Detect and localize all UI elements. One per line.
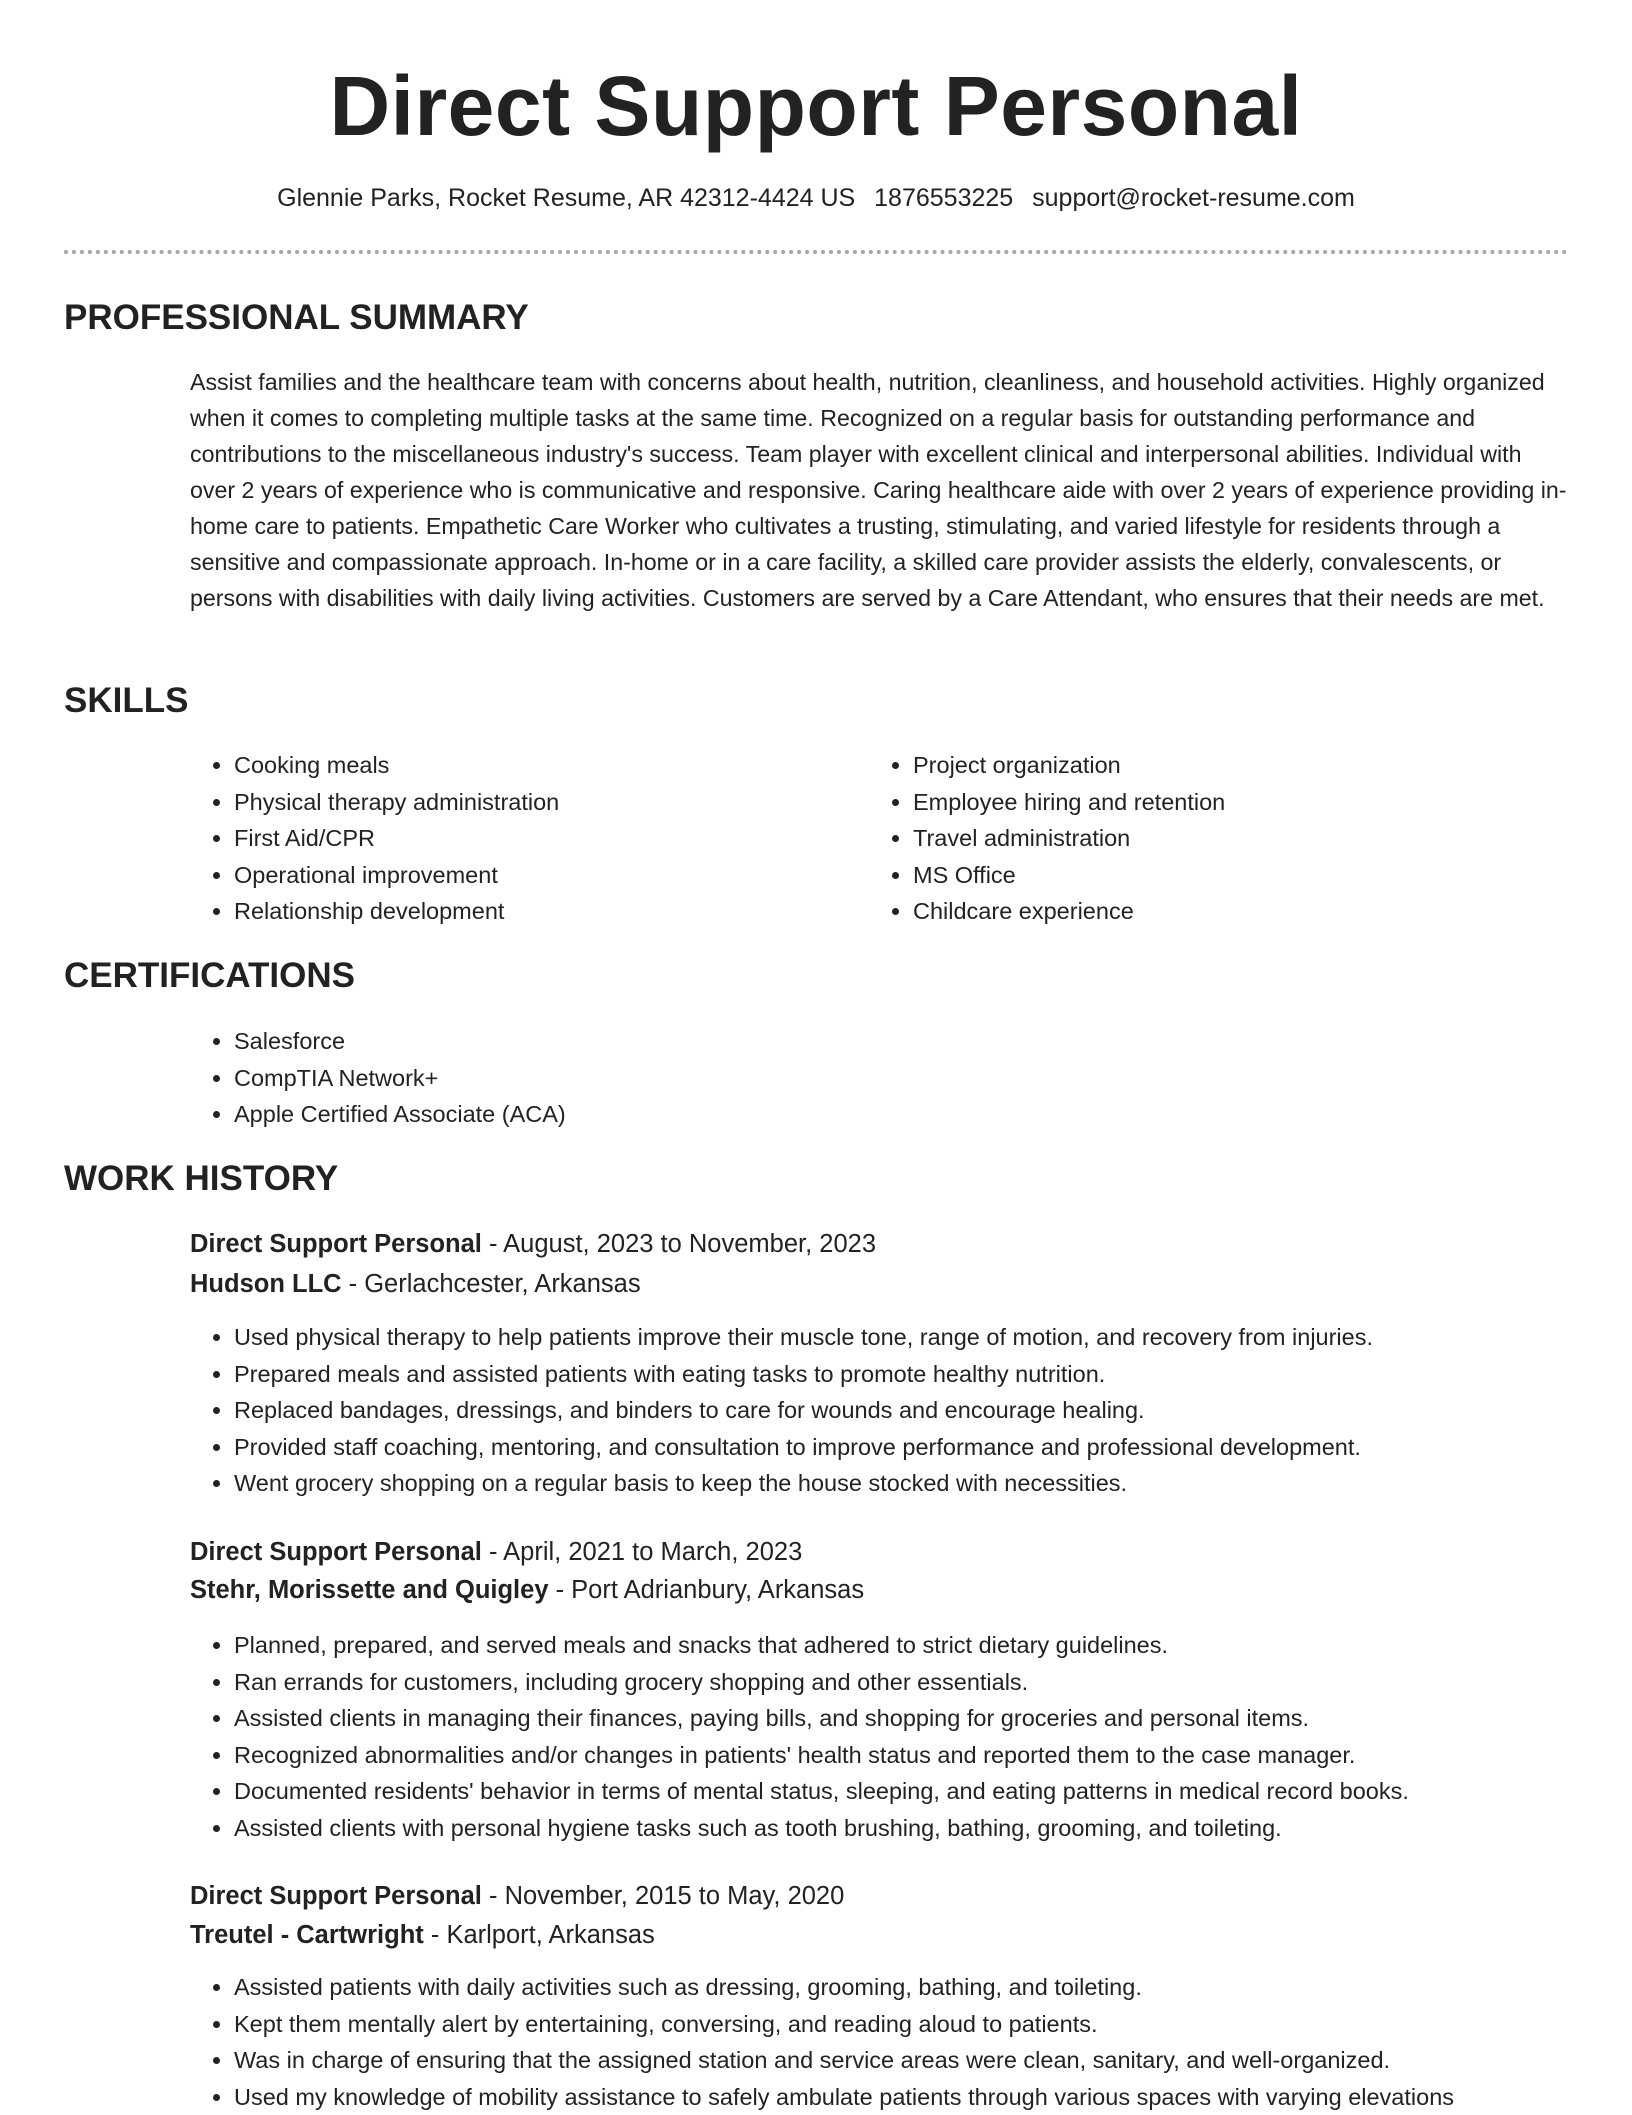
- job-bullet: • Assisted clients in managing their finances, paying bills, and shopping for groceries and personal items.: [234, 1700, 1632, 1737]
- summary-heading: PROFESSIONAL SUMMARY: [64, 296, 529, 340]
- job-bullet: • Documented residents' behavior in terms of mental status, sleeping, and eating patterns in medical record books.: [234, 1773, 1632, 1810]
- skill-item: • Employee hiring and retention: [913, 784, 1553, 821]
- skill-item: • Project organization: [913, 747, 1553, 784]
- contact-address: Glennie Parks, Rocket Resume, AR 42312-4424 US: [277, 184, 855, 212]
- job-title-line: [190, 1226, 876, 1262]
- certification-item: • Apple Certified Associate (ACA): [234, 1096, 1534, 1133]
- job-bullet: • Ran errands for customers, including grocery shopping and other essentials.: [234, 1664, 1632, 1701]
- job-location: - Port Adrianbury, Arkansas: [549, 1576, 865, 1604]
- certification-item: • CompTIA Network+: [234, 1060, 1534, 1097]
- job-bullet: • Was in charge of ensuring that the assigned station and service areas were clean, sanitary, and well-organized.: [234, 2042, 1632, 2079]
- skill-item: • Physical therapy administration: [234, 784, 834, 821]
- contact-phone: 1876553225: [874, 184, 1013, 212]
- job-bullets: [190, 1319, 1632, 1502]
- job-bullet: • Used my knowledge of mobility assistance to safely ambulate patients through various spaces with varying elevations: [234, 2079, 1632, 2115]
- job-title: Direct Support Personal: [190, 1538, 482, 1566]
- contact-line: [0, 181, 1632, 215]
- job-company-line: [190, 1572, 864, 1608]
- skill-item: • Operational improvement: [234, 857, 834, 894]
- skills-list-right: [869, 747, 1553, 930]
- job-company: Stehr, Morissette and Quigley: [190, 1576, 549, 1604]
- job-company-line: [190, 1266, 641, 1302]
- job-company-line: [190, 1917, 655, 1953]
- skill-item: • Relationship development: [234, 893, 834, 930]
- certification-item: • Salesforce: [234, 1023, 1534, 1060]
- contact-email: support@rocket-resume.com: [1032, 184, 1355, 212]
- job-company: Hudson LLC: [190, 1270, 342, 1298]
- job-bullet: • Planned, prepared, and served meals and snacks that adhered to strict dietary guidelines.: [234, 1627, 1632, 1664]
- job-title: Direct Support Personal: [190, 1882, 482, 1910]
- job-bullets: [190, 1969, 1632, 2115]
- job-bullet: • Kept them mentally alert by entertaining, conversing, and reading aloud to patients.: [234, 2006, 1632, 2043]
- job-title-line: [190, 1878, 844, 1914]
- resume-name-heading: Direct Support Personal: [0, 56, 1632, 156]
- job-bullet: • Went grocery shopping on a regular basis to keep the house stocked with necessities.: [234, 1465, 1632, 1502]
- job-bullet: • Prepared meals and assisted patients with eating tasks to promote healthy nutrition.: [234, 1356, 1632, 1393]
- header-divider: [64, 250, 1568, 254]
- job-bullets: [190, 1627, 1632, 1846]
- skills-list-left: [190, 747, 834, 930]
- skill-item: • MS Office: [913, 857, 1553, 894]
- job-dates: - August, 2023 to November, 2023: [482, 1230, 876, 1258]
- job-bullet: • Recognized abnormalities and/or changes in patients' health status and reported them to the case manager.: [234, 1737, 1632, 1774]
- job-title: Direct Support Personal: [190, 1230, 482, 1258]
- skill-item: • Cooking meals: [234, 747, 834, 784]
- summary-text: Assist families and the healthcare team with concerns about health, nutrition, cleanliness, and household activities. Highly organized when it comes to completing multiple tasks at the same time. Recognized on a regular basis for outstanding performance and contributions to the miscellaneous industry's success. Team player with excellent clinical and interpersonal abilities. Individual with over 2 years of experience who is communicative and responsive. Caring healthcare aide with over 2 years of experience providing in-home care to patients. Empathetic Care Worker who cultivates a trusting, stimulating, and varied lifestyle for residents through a sensitive and compassionate approach. In-home or in a care facility, a skilled care provider assists the elderly, convalescents, or persons with disabilities with daily living activities. Customers are served by a Care Attendant, who ensures that their needs are met.: [190, 364, 1570, 616]
- job-location: - Gerlachcester, Arkansas: [342, 1270, 641, 1298]
- job-bullet: • Provided staff coaching, mentoring, and consultation to improve performance and professional development.: [234, 1429, 1632, 1466]
- job-location: - Karlport, Arkansas: [424, 1921, 655, 1949]
- job-bullet: • Replaced bandages, dressings, and binders to care for wounds and encourage healing.: [234, 1392, 1632, 1429]
- skills-heading: SKILLS: [64, 679, 188, 723]
- certifications-heading: CERTIFICATIONS: [64, 954, 355, 998]
- job-title-line: [190, 1534, 802, 1570]
- job-company: Treutel - Cartwright: [190, 1921, 424, 1949]
- job-dates: - April, 2021 to March, 2023: [482, 1538, 802, 1566]
- skill-item: • Childcare experience: [913, 893, 1553, 930]
- job-bullet: • Used physical therapy to help patients improve their muscle tone, range of motion, and recovery from injuries.: [234, 1319, 1632, 1356]
- job-dates: - November, 2015 to May, 2020: [482, 1882, 844, 1910]
- skill-item: • First Aid/CPR: [234, 820, 834, 857]
- work-history-heading: WORK HISTORY: [64, 1157, 338, 1201]
- certifications-list: [190, 1023, 1534, 1133]
- skill-item: • Travel administration: [913, 820, 1553, 857]
- job-bullet: • Assisted patients with daily activities such as dressing, grooming, bathing, and toileting.: [234, 1969, 1632, 2006]
- job-bullet: • Assisted clients with personal hygiene tasks such as tooth brushing, bathing, grooming, and toileting.: [234, 1810, 1632, 1847]
